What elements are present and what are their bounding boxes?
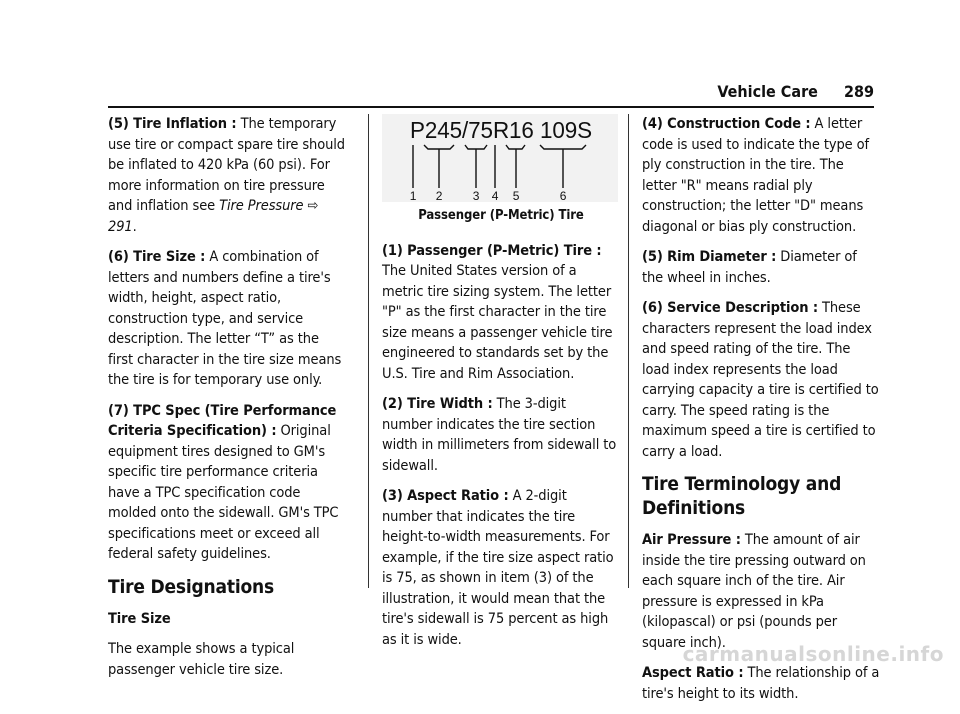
paragraph-tire-inflation: (5) Tire Inflation : The temporary use tire or compact spare tire should be inflated to 420 kPa (60 psi). For more information on tire pressure and inflation see Tire Pressure ⇨ 291. (108, 116, 345, 235)
column-divider-1 (368, 114, 369, 588)
watermark: carmanualsonline.info (682, 642, 944, 666)
label-3: 3 (472, 189, 480, 202)
column-divider-2 (628, 114, 629, 588)
label-4: 4 (491, 189, 499, 202)
paragraph-aspect-ratio-def: Aspect Ratio : The relationship of a tire's height to its width. (642, 665, 880, 702)
bracket-5 (506, 145, 525, 149)
paragraph-p-metric: (1) Passenger (P-Metric) Tire : The United States version of a metric tire sizing system. The letter "P" as the first character in the tire size means a passenger vehicle tire engineered to standards set by the U.S. Tire and Rim Association. (382, 242, 613, 382)
page-number: 289 (843, 82, 874, 101)
bracket-2 (424, 145, 454, 149)
tire-pressure-link[interactable]: Tire Pressure (219, 198, 304, 214)
paragraph-air-pressure: Air Pressure : The amount of air inside the tire pressing outward on each square inch of the tire. Air pressure is expressed in kPa (kilopascal) or psi (pounds per square inch). (642, 532, 866, 651)
column-2 (382, 114, 620, 660)
heading-tire-designations: Tire Designations (108, 575, 274, 598)
paragraph-service-description: (6) Service Description : These characters represent the load index and speed rating of the tire. The load index represents the load carrying capacity a tire is certified to carry. The speed rating is the maximum speed a tire is certified to carry a load. (642, 300, 879, 460)
tire-diagram (382, 114, 618, 202)
paragraph-aspect-ratio: (3) Aspect Ratio : A 2-digit number that indicates the tire height-to-width measurements. For example, if the tire size aspect ratio is 75, as shown in item (3) of the illustration, it would mean that the tire's sidewall is 75 percent as high as it is wide. (382, 488, 614, 648)
page-ref-icon: ⇨ (307, 198, 319, 214)
paragraph-tire-width: (2) Tire Width : The 3-digit number indicates the tire section width in millimeters from sidewall to sidewall. (382, 396, 617, 474)
bracket-6 (540, 145, 586, 149)
column-3 (642, 114, 880, 714)
section-title: Vehicle Care (717, 82, 818, 101)
paragraph-example: The example shows a typical passenger vehicle tire size. (108, 641, 295, 678)
figure-caption: Passenger (P-Metric) Tire (418, 208, 584, 223)
tire-size-illustration (382, 114, 618, 202)
paragraph-tpc-spec: (7) TPC Spec (Tire Performance Criteria Specification) : Original equipment tires designed to GM's specific tire performance criteria have a TPC specification code molded onto the sidewall. GM's TPC specifications meet or exceed all federal safety guidelines. (108, 402, 339, 562)
paragraph-construction-code: (4) Construction Code : A letter code is used to indicate the type of ply construction in the tire. The letter "R" means radial ply construction; the letter "D" means diagonal or bias ply construction. (642, 116, 869, 235)
paragraph-rim-diameter: (5) Rim Diameter : Diameter of the wheel in inches. (642, 249, 857, 286)
page-header (717, 82, 874, 101)
subheading-tire-size: Tire Size (108, 610, 171, 627)
tire-code-text: P245/75R16 109S (410, 117, 592, 143)
tire-pressure-page-ref[interactable]: 291 (108, 218, 133, 235)
heading-tire-terminology: Tire Terminology and Definitions (642, 473, 842, 519)
paragraph-tire-size: (6) Tire Size : A combination of letters and numbers define a tire's width, height, aspect ratio, construction type, and service description. The letter “T” as the first character in the tire size means the tire is for temporary use only. (108, 249, 342, 388)
label-2: 2 (435, 189, 443, 202)
bracket-3 (465, 145, 487, 149)
column-1 (108, 114, 346, 690)
label-1: 1 (409, 189, 417, 202)
label-6: 6 (559, 189, 567, 202)
label-5: 5 (512, 189, 520, 202)
header-rule (108, 106, 874, 108)
